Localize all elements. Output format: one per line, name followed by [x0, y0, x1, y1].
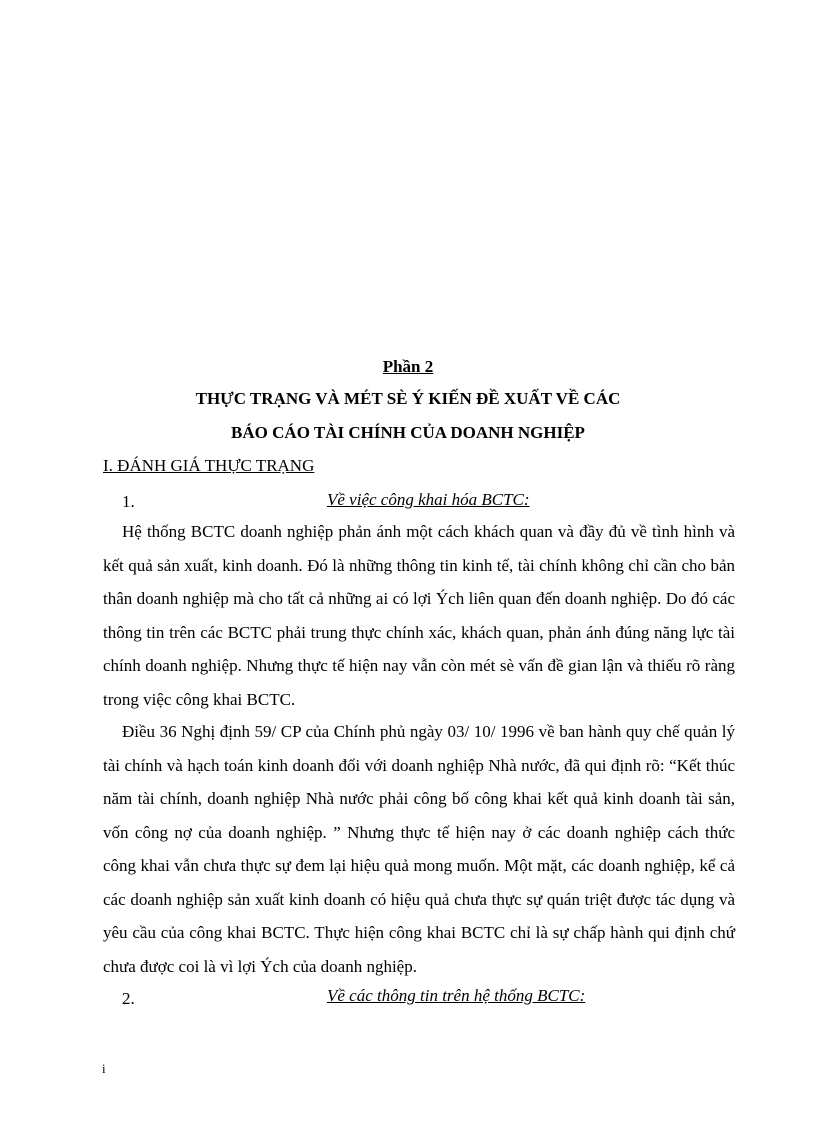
section-heading: I. ĐÁNH GIÁ THỰC TRẠNG: [103, 456, 315, 475]
paragraph-2: Điều 36 Nghị định 59/ CP của Chính phủ ngày 03/ 10/ 1996 về ban hành quy chế quản lý tài chính và hạch toán kinh doanh đối với doanh nghiệp Nhà nước, đã qui định rõ: “Kết thúc năm tài chính, doanh nghiệp Nhà nước phải công bố công khai kết quả kinh doanh tài sản, vốn công nợ của doanh nghiệp. ” Nhưng thực tế hiện nay ở các doanh nghiệp cách thức công khai vẫn chưa thực sự đem lại hiệu quả mong muốn. Một mặt, các doanh nghiệp, kể cả các doanh nghiệp sản xuất kinh doanh có hiệu quả chưa thực sự quán triệt được tác dụng và yêu cầu của công khai BCTC. Thực hiện công khai BCTC chỉ là sự chấp hành qui định chứ chưa được coi là vì lợi Ých của doanh nghiệp.: [103, 722, 735, 976]
footer-page-mark: i: [102, 1061, 106, 1076]
subsection-1-title: Về việc công khai hóa BCTC:: [327, 490, 530, 509]
part-title: Phần 2: [382, 357, 434, 376]
document-title-line-2: BÁO CÁO TÀI CHÍNH CỦA DOANH NGHIỆP: [231, 423, 585, 442]
paragraph-1: Hệ thống BCTC doanh nghiệp phản ánh một cách khách quan và đầy đủ về tình hình và kết quả sản xuất, kinh doanh. Đó là những thông tin kinh tế, tài chính không chỉ cần cho bản thân doanh nghiệp mà cho tất cả những ai có lợi Ých liên quan đến doanh nghiệp. Do đó các thông tin trên các BCTC phải trung thực chính xác, khách quan, phản ánh đúng năng lực tài chính doanh nghiệp. Nhưng thực tế hiện nay vẫn còn mét sè vấn đề gian lận và thiếu rõ ràng trong việc công khai BCTC.: [103, 522, 735, 709]
subsection-1-number: 1.: [122, 492, 135, 511]
document-title-line-1: THỰC TRẠNG VÀ MÉT SÈ Ý KIẾN ĐỀ XUẤT VỀ CÁC: [195, 389, 621, 408]
subsection-2-number: 2.: [122, 989, 135, 1008]
subsection-2-title: Về các thông tin trên hệ thống BCTC:: [327, 986, 586, 1005]
